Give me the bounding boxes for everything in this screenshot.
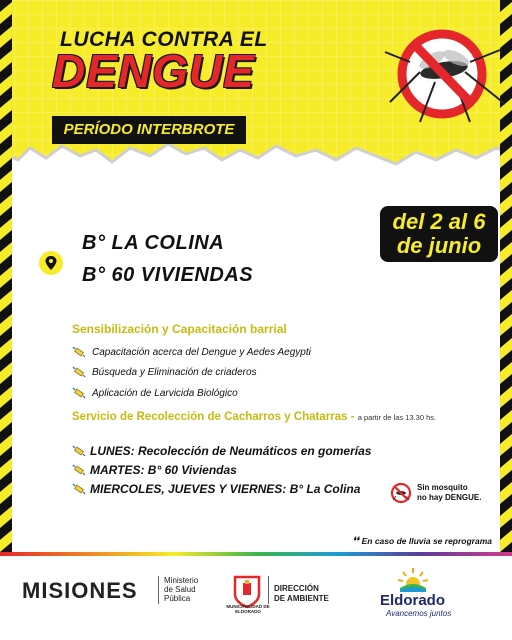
schedule-item-label: LUNES: Recolección de Neumáticos en gomerías — [90, 444, 372, 458]
list-item — [72, 365, 257, 379]
municipal-caption: MUNICIPALIDAD DE ELDORADO — [226, 604, 270, 614]
eldorado-logo-text: Eldorado — [380, 592, 446, 609]
section-recoleccion-title — [72, 411, 436, 423]
schedule-item — [72, 482, 360, 496]
footer-divider — [268, 576, 269, 604]
rain-note — [352, 536, 492, 547]
mosquito-prohibited-icon — [380, 22, 510, 132]
list-item-label: Capacitación acerca del Dengue y Aedes Aegypti — [92, 346, 311, 358]
syringe-icon — [72, 444, 86, 458]
syringe-icon — [72, 386, 86, 400]
misiones-logo: MISIONES — [22, 578, 138, 603]
schedule-item-label: MIERCOLES, JUEVES Y VIERNES: B° La Colina — [90, 482, 361, 496]
direccion-line-2: DE AMBIENTE — [274, 594, 329, 603]
location-60-viviendas: B° 60 VIVIENDAS — [82, 264, 254, 286]
ministerio-line-3: Pública — [164, 594, 191, 603]
no-mosquito-icon — [390, 482, 412, 504]
schedule-item-label: MARTES: B° 60 Viviendas — [90, 463, 237, 477]
eldorado-sun-logo-icon — [396, 566, 430, 592]
footer-divider — [158, 576, 159, 604]
list-item-label: Búsqueda y Eliminación de criaderos — [92, 366, 257, 378]
no-mosquito-line-1: Sin mosquito — [417, 483, 468, 492]
location-pin-icon — [38, 250, 64, 276]
hazard-stripe-left — [0, 0, 12, 560]
no-mosquito-callout — [390, 482, 481, 504]
section-sensibilizacion-title: Sensibilización y Capacitación barrial — [72, 322, 287, 336]
schedule-item — [72, 463, 237, 477]
date-line-2: de junio — [396, 233, 482, 258]
ministerio-salud-label — [164, 576, 198, 603]
no-mosquito-line-2: no hay DENGUE. — [417, 493, 482, 502]
ministerio-line-1: Ministerio — [164, 576, 199, 585]
syringe-icon — [72, 365, 86, 379]
syringe-icon — [72, 345, 86, 359]
direccion-ambiente-label — [274, 584, 329, 604]
title-dengue: DENGUE — [52, 45, 255, 97]
eldorado-slogan: Avancemos juntos — [386, 609, 452, 618]
syringe-icon — [72, 463, 86, 477]
list-item-label: Aplicación de Larvicida Biológico — [92, 387, 238, 399]
municipal-seal-icon — [232, 574, 262, 608]
date-line-1: del 2 al 6 — [392, 209, 486, 234]
section-recoleccion-label: Servicio de Recolección de Cacharros y Chatarras - — [72, 411, 358, 423]
ministerio-line-2: de Salud — [164, 585, 196, 594]
list-item — [72, 345, 311, 359]
direccion-line-1: DIRECCIÓN — [274, 584, 319, 593]
schedule-item — [72, 444, 371, 458]
location-la-colina: B° LA COLINA — [82, 232, 225, 254]
syringe-icon — [72, 482, 86, 496]
date-badge — [380, 206, 498, 262]
period-badge: PERÍODO INTERBROTE — [52, 116, 246, 144]
no-mosquito-text — [417, 483, 481, 503]
title-line-1: LUCHA CONTRA EL — [60, 28, 268, 51]
section-recoleccion-time-note: a partir de las 13.30 hs. — [357, 413, 437, 422]
rain-note-text: En caso de lluvia se reprograma — [361, 536, 492, 546]
rain-drops-icon: ❛❛ — [352, 536, 359, 547]
list-item — [72, 386, 238, 400]
